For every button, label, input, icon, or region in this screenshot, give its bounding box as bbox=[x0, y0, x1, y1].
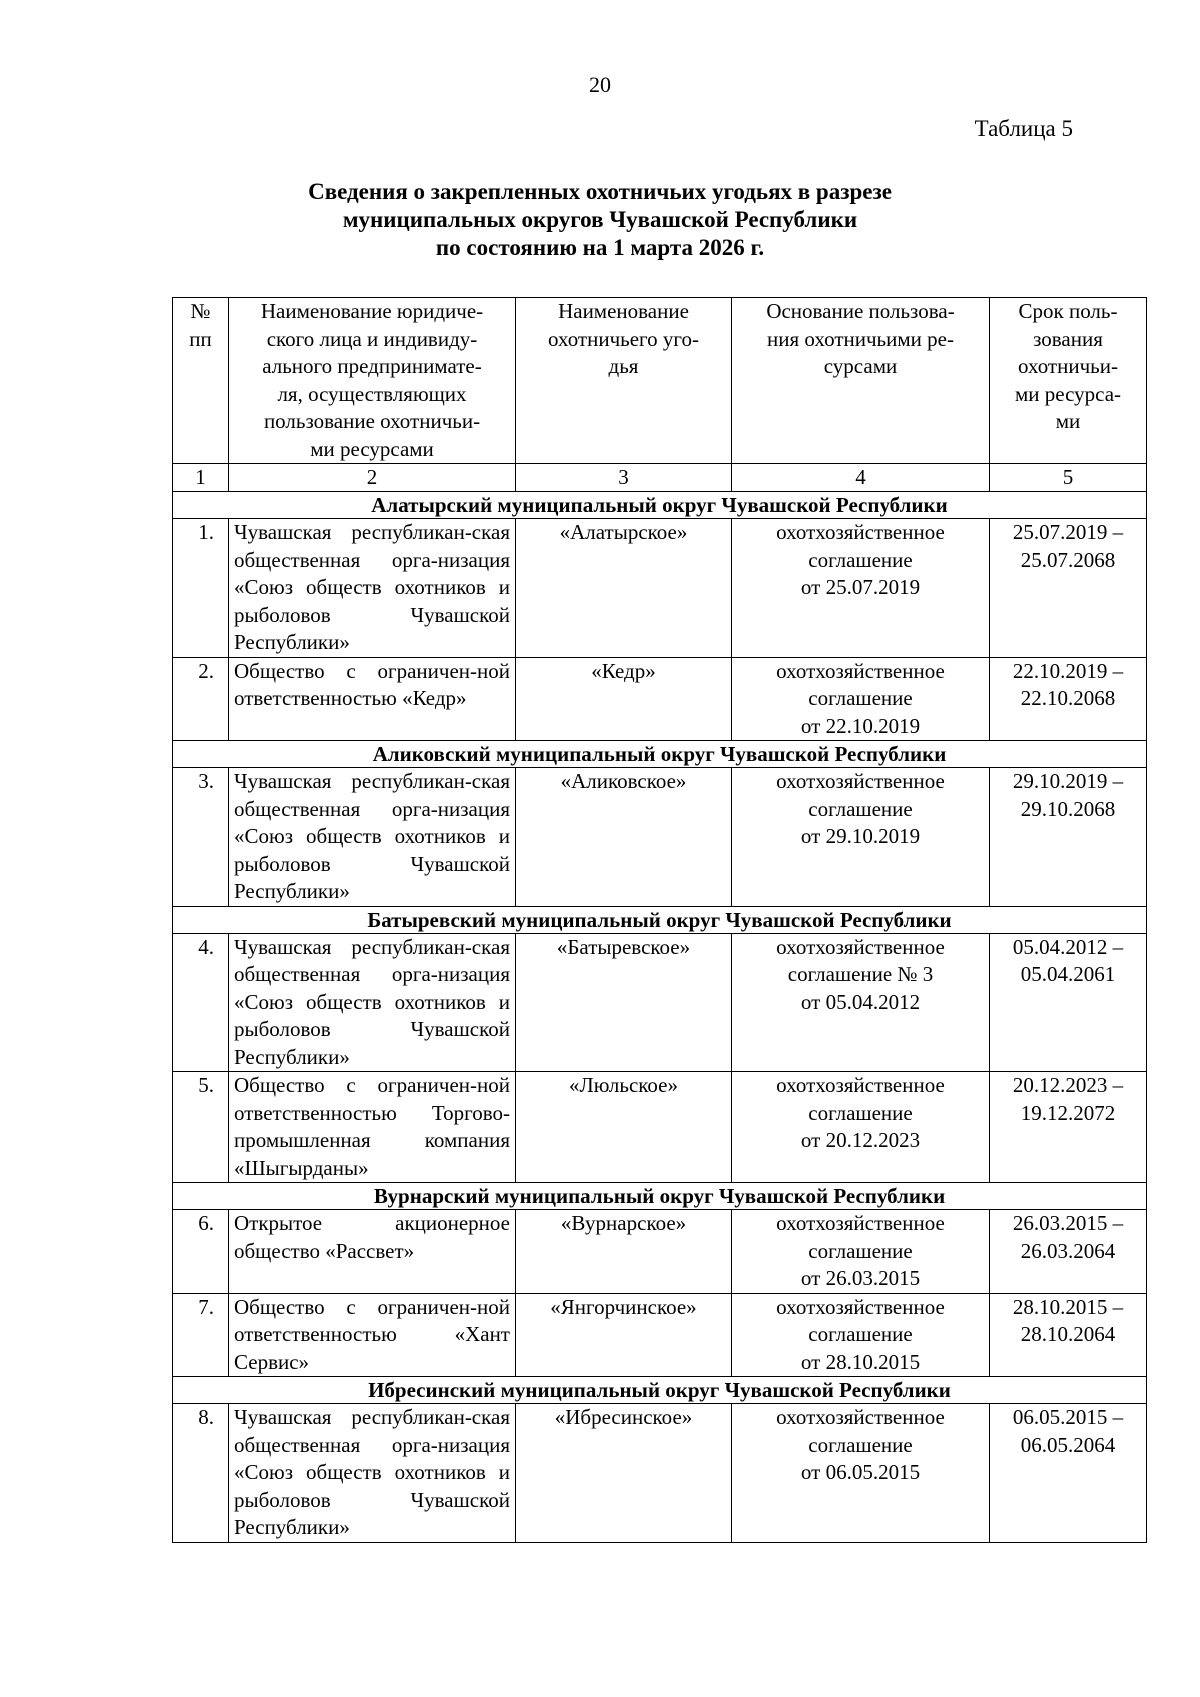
usage-term-cell: 26.03.2015 – 26.03.2064 bbox=[990, 1210, 1147, 1294]
table-row bbox=[173, 657, 1147, 741]
district-name: Алатырский муниципальный округ Чувашской Республики bbox=[173, 492, 1147, 519]
usage-basis-cell: охотхозяйственное соглашение от 25.07.2019 bbox=[732, 519, 990, 658]
title-line: муниципальных округов Чувашской Республики bbox=[342, 207, 858, 232]
header-row bbox=[173, 298, 1147, 464]
district-name: Батыревский муниципальный округ Чувашской Республики bbox=[173, 906, 1147, 933]
district-row bbox=[173, 1183, 1147, 1210]
usage-term-cell: 20.12.2023 – 19.12.2072 bbox=[990, 1072, 1147, 1183]
row-number-cell: 3. bbox=[173, 768, 229, 907]
row-number-cell: 8. bbox=[173, 1404, 229, 1543]
usage-basis-cell: охотхозяйственное соглашение от 20.12.2023 bbox=[732, 1072, 990, 1183]
column-numbers-row bbox=[173, 464, 1147, 492]
table-row bbox=[173, 1072, 1147, 1183]
row-number-cell: 6. bbox=[173, 1210, 229, 1294]
header-cell-entity: Наименование юридиче- ского лица и индивиду- ального предпринимате- ля, осуществляющих пользование охотничьи- ми ресурсами bbox=[229, 298, 516, 464]
header-cell-number: № пп bbox=[173, 298, 229, 464]
hunting-land-cell: «Алатырское» bbox=[516, 519, 732, 658]
district-row bbox=[173, 492, 1147, 519]
usage-term-cell: 06.05.2015 – 06.05.2064 bbox=[990, 1404, 1147, 1543]
column-number: 4 bbox=[732, 464, 990, 492]
document-title bbox=[0, 178, 1200, 262]
column-number: 3 bbox=[516, 464, 732, 492]
entity-name-cell: Чувашская республикан-ская общественная орга-низация «Союз обществ охотников и рыболовов Чувашской Республики» bbox=[229, 519, 516, 658]
usage-basis-cell: охотхозяйственное соглашение от 06.05.2015 bbox=[732, 1404, 990, 1543]
table-row bbox=[173, 768, 1147, 907]
usage-basis-cell: охотхозяйственное соглашение от 29.10.2019 bbox=[732, 768, 990, 907]
entity-name-cell: Общество с ограничен-ной ответственностью «Кедр» bbox=[229, 657, 516, 741]
hunting-land-cell: «Вурнарское» bbox=[516, 1210, 732, 1294]
row-number-cell: 4. bbox=[173, 933, 229, 1072]
hunting-land-cell: «Кедр» bbox=[516, 657, 732, 741]
header-cell-basis: Основание пользова- ния охотничьими ре- сурсами bbox=[732, 298, 990, 464]
entity-name-cell: Открытое акционерное общество «Рассвет» bbox=[229, 1210, 516, 1294]
table-row bbox=[173, 1404, 1147, 1543]
district-row bbox=[173, 906, 1147, 933]
usage-term-cell: 28.10.2015 – 28.10.2064 bbox=[990, 1293, 1147, 1377]
hunting-land-cell: «Янгорчинское» bbox=[516, 1293, 732, 1377]
table-caption: Таблица 5 bbox=[974, 116, 1073, 141]
hunting-land-cell: «Ибресинское» bbox=[516, 1404, 732, 1543]
row-number-cell: 5. bbox=[173, 1072, 229, 1183]
hunting-land-cell: «Аликовское» bbox=[516, 768, 732, 907]
row-number-cell: 1. bbox=[173, 519, 229, 658]
table-row bbox=[173, 933, 1147, 1072]
district-name: Вурнарский муниципальный округ Чувашской Республики bbox=[173, 1183, 1147, 1210]
table-row bbox=[173, 519, 1147, 658]
usage-basis-cell: охотхозяйственное соглашение № 3 от 05.04.2012 bbox=[732, 933, 990, 1072]
title-line: Сведения о закрепленных охотничьих угодьях в разрезе bbox=[308, 179, 892, 204]
hunting-land-cell: «Батыревское» bbox=[516, 933, 732, 1072]
usage-basis-cell: охотхозяйственное соглашение от 28.10.2015 bbox=[732, 1293, 990, 1377]
row-number-cell: 2. bbox=[173, 657, 229, 741]
column-number: 1 bbox=[173, 464, 229, 492]
hunting-land-cell: «Люльское» bbox=[516, 1072, 732, 1183]
column-number: 5 bbox=[990, 464, 1147, 492]
usage-term-cell: 05.04.2012 – 05.04.2061 bbox=[990, 933, 1147, 1072]
entity-name-cell: Чувашская республикан-ская общественная орга-низация «Союз обществ охотников и рыболовов Чувашской Республики» bbox=[229, 1404, 516, 1543]
entity-name-cell: Общество с ограничен-ной ответственностью «Хант Сервис» bbox=[229, 1293, 516, 1377]
table-row bbox=[173, 1293, 1147, 1377]
row-number-cell: 7. bbox=[173, 1293, 229, 1377]
header-cell-land: Наименование охотничьего уго- дья bbox=[516, 298, 732, 464]
page-number: 20 bbox=[589, 72, 611, 97]
usage-term-cell: 29.10.2019 – 29.10.2068 bbox=[990, 768, 1147, 907]
hunting-grounds-table bbox=[172, 297, 1147, 1543]
usage-term-cell: 22.10.2019 – 22.10.2068 bbox=[990, 657, 1147, 741]
district-row bbox=[173, 741, 1147, 768]
district-name: Аликовский муниципальный округ Чувашской Республики bbox=[173, 741, 1147, 768]
header-cell-term: Срок поль- зования охотничьи- ми ресурса- ми bbox=[990, 298, 1147, 464]
column-number: 2 bbox=[229, 464, 516, 492]
entity-name-cell: Чувашская республикан-ская общественная орга-низация «Союз обществ охотников и рыболовов Чувашской Республики» bbox=[229, 933, 516, 1072]
usage-term-cell: 25.07.2019 – 25.07.2068 bbox=[990, 519, 1147, 658]
usage-basis-cell: охотхозяйственное соглашение от 22.10.2019 bbox=[732, 657, 990, 741]
title-line: по состоянию на 1 марта 2026 г. bbox=[435, 235, 765, 260]
district-row bbox=[173, 1377, 1147, 1404]
table-row bbox=[173, 1210, 1147, 1294]
entity-name-cell: Общество с ограничен-ной ответственностью Торгово-промышленная компания «Шыгырданы» bbox=[229, 1072, 516, 1183]
district-name: Ибресинский муниципальный округ Чувашской Республики bbox=[173, 1377, 1147, 1404]
entity-name-cell: Чувашская республикан-ская общественная орга-низация «Союз обществ охотников и рыболовов Чувашской Республики» bbox=[229, 768, 516, 907]
usage-basis-cell: охотхозяйственное соглашение от 26.03.2015 bbox=[732, 1210, 990, 1294]
